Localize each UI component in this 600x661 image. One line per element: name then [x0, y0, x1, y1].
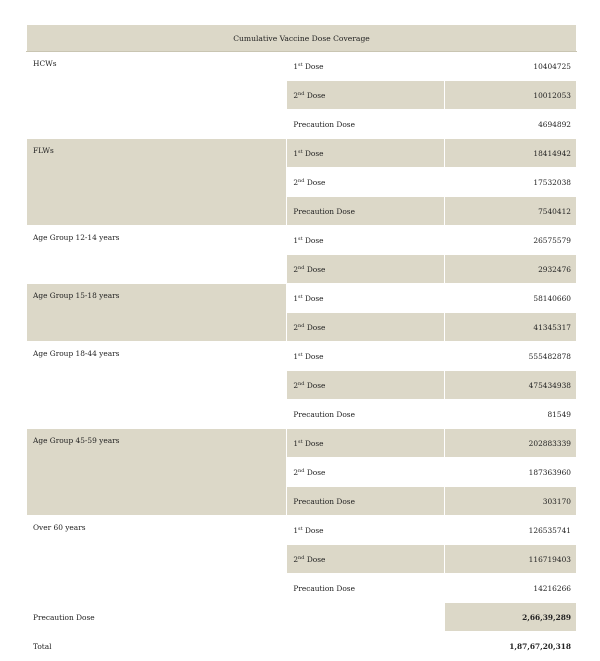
dose-ordinal-suffix: nd: [298, 90, 305, 97]
dose-ordinal-suffix: st: [298, 235, 303, 242]
precaution-total-value: 2,66,39,289: [444, 603, 576, 632]
dose-label: 2: [293, 380, 299, 390]
dose-ordinal-suffix: st: [298, 293, 303, 300]
dose-value-cell: 58140660: [444, 284, 576, 313]
dose-label-cell: [287, 226, 444, 255]
dose-label-cell: [287, 400, 444, 429]
dose-word: Dose: [302, 438, 324, 448]
dose-label: Precaution Dose: [293, 119, 355, 129]
dose-ordinal-suffix: st: [298, 525, 303, 532]
table-row: [27, 52, 577, 81]
dose-value-cell: 14216266: [444, 574, 576, 603]
dose-ordinal-suffix: st: [298, 61, 303, 68]
dose-label: 2: [293, 467, 299, 477]
dose-ordinal-suffix: nd: [298, 322, 305, 329]
dose-word: Dose: [304, 554, 326, 564]
group-name-cell: HCWs: [27, 52, 287, 139]
dose-word: Dose: [302, 235, 324, 245]
dose-label-cell: [287, 429, 444, 458]
dose-value-cell: 81549: [444, 400, 576, 429]
dose-label-cell: [287, 458, 444, 487]
dose-label: 1: [293, 148, 299, 158]
dose-label-cell: [287, 168, 444, 197]
dose-label-cell: [287, 487, 444, 516]
grand-total-value: 1,87,67,20,318: [444, 632, 576, 661]
table-row: [27, 342, 577, 371]
table-row: [27, 516, 577, 545]
table-row: [27, 226, 577, 255]
dose-label: 2: [293, 554, 299, 564]
dose-label-cell: [287, 342, 444, 371]
table-row: [27, 429, 577, 458]
dose-value-cell: 10404725: [444, 52, 576, 81]
table-header-row: [27, 25, 577, 52]
dose-value-cell: 26575579: [444, 226, 576, 255]
dose-word: Dose: [304, 90, 326, 100]
dose-label: 1: [293, 351, 299, 361]
dose-value-cell: 126535741: [444, 516, 576, 545]
dose-value-cell: 116719403: [444, 545, 576, 574]
dose-label-cell: [287, 313, 444, 342]
dose-ordinal-suffix: nd: [298, 554, 305, 561]
dose-value-cell: 7540412: [444, 197, 576, 226]
dose-label-cell: [287, 545, 444, 574]
group-name-cell: Over 60 years: [27, 516, 287, 603]
dose-label-cell: [287, 574, 444, 603]
dose-value-cell: 475434938: [444, 371, 576, 400]
vaccine-coverage-table: [26, 24, 577, 661]
dose-value-cell: 41345317: [444, 313, 576, 342]
dose-label-cell: [287, 255, 444, 284]
dose-label-cell: [287, 110, 444, 139]
dose-value-cell: 202883339: [444, 429, 576, 458]
group-name-cell: FLWs: [27, 139, 287, 226]
dose-value-cell: 303170: [444, 487, 576, 516]
dose-ordinal-suffix: st: [298, 351, 303, 358]
dose-label-cell: [287, 516, 444, 545]
dose-label: 1: [293, 525, 299, 535]
dose-label: 1: [293, 438, 299, 448]
dose-word: Dose: [304, 467, 326, 477]
dose-ordinal-suffix: nd: [298, 380, 305, 387]
dose-label: Precaution Dose: [293, 496, 355, 506]
dose-word: Dose: [304, 264, 326, 274]
dose-value-cell: 4694892: [444, 110, 576, 139]
dose-label: 2: [293, 264, 299, 274]
precaution-total-row: [27, 603, 577, 632]
dose-value-cell: 17532038: [444, 168, 576, 197]
group-name-cell: Age Group 15-18 years: [27, 284, 287, 342]
table-title: Cumulative Vaccine Dose Coverage: [27, 25, 577, 52]
dose-value-cell: 187363960: [444, 458, 576, 487]
dose-word: Dose: [302, 351, 324, 361]
table-row: [27, 139, 577, 168]
dose-value-cell: 555482878: [444, 342, 576, 371]
dose-word: Dose: [304, 380, 326, 390]
vaccine-coverage-table-container: [26, 24, 577, 661]
grand-total-row: [27, 632, 577, 661]
dose-ordinal-suffix: nd: [298, 467, 305, 474]
dose-label-cell: [287, 197, 444, 226]
dose-ordinal-suffix: nd: [298, 264, 305, 271]
dose-word: Dose: [302, 525, 324, 535]
dose-label-cell: [287, 284, 444, 313]
dose-word: Dose: [302, 61, 324, 71]
precaution-total-label: Precaution Dose: [27, 603, 445, 632]
dose-label: 2: [293, 177, 299, 187]
dose-label-cell: [287, 52, 444, 81]
group-name-cell: Age Group 18-44 years: [27, 342, 287, 429]
dose-value-cell: 2932476: [444, 255, 576, 284]
dose-word: Dose: [304, 177, 326, 187]
dose-label-cell: [287, 139, 444, 168]
dose-label: 2: [293, 90, 299, 100]
dose-label: 1: [293, 61, 299, 71]
dose-label: Precaution Dose: [293, 583, 355, 593]
dose-label: 1: [293, 235, 299, 245]
dose-label-cell: [287, 81, 444, 110]
dose-ordinal-suffix: st: [298, 148, 303, 155]
dose-value-cell: 10012053: [444, 81, 576, 110]
dose-label-cell: [287, 371, 444, 400]
group-name-cell: Age Group 12-14 years: [27, 226, 287, 284]
dose-label: 1: [293, 293, 299, 303]
dose-word: Dose: [302, 148, 324, 158]
dose-label: Precaution Dose: [293, 206, 355, 216]
dose-value-cell: 18414942: [444, 139, 576, 168]
grand-total-label: Total: [27, 632, 445, 661]
dose-label: 2: [293, 322, 299, 332]
dose-word: Dose: [302, 293, 324, 303]
table-row: [27, 284, 577, 313]
dose-ordinal-suffix: st: [298, 438, 303, 445]
dose-word: Dose: [304, 322, 326, 332]
group-name-cell: Age Group 45-59 years: [27, 429, 287, 516]
dose-label: Precaution Dose: [293, 409, 355, 419]
dose-ordinal-suffix: nd: [298, 177, 305, 184]
